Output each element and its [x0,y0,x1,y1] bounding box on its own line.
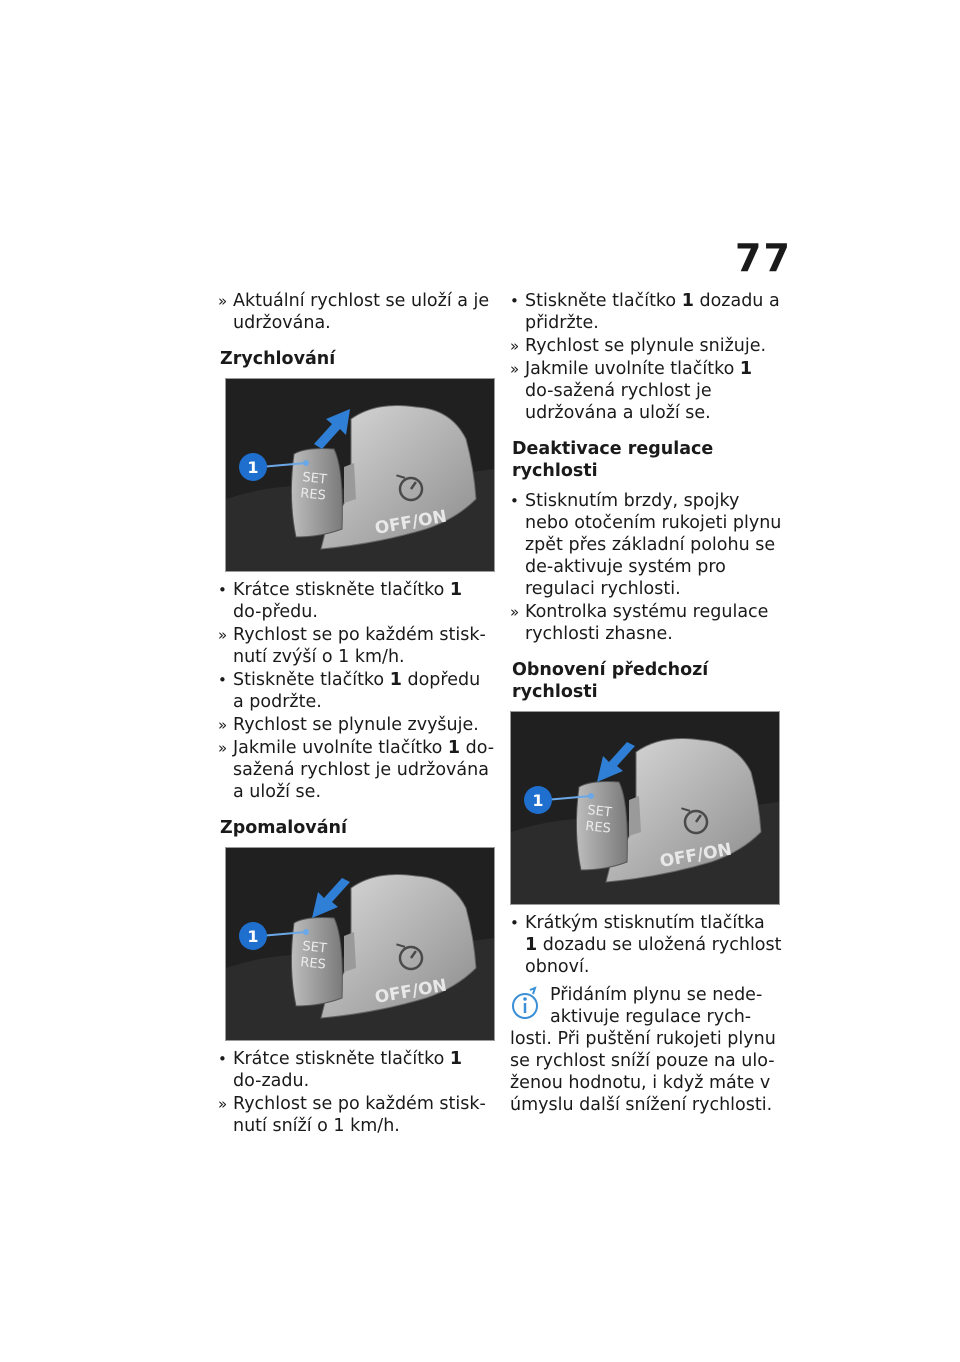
step-marker: » [510,603,520,621]
step-text: Stisknutím brzdy, spojky nebo otočením rukojeti plynu zpět přes základní polohu se de-aktivuje systém pro regulaci rychlosti. [525,491,782,599]
step-text-after: dozadu a přidržte. [525,291,780,333]
step-1 [510,601,782,645]
step-marker: • [218,1050,227,1068]
callout-number: 1 [247,458,259,477]
step-marker: • [510,292,519,310]
step-4 [218,737,496,803]
step-0 [510,490,782,600]
step-text-after: do-zadu. [233,1071,310,1091]
step-text: Rychlost se po každém stisk-nutí sníží o 1 km/h. [233,1094,486,1136]
switch-illustration-backward [511,712,779,904]
step-1 [218,1093,496,1137]
step-marker: • [510,492,519,510]
button-number: 1 [681,291,694,311]
step-text-after: do-sažená rychlost je udržována a uloží se. [525,381,712,423]
deactivation-steps [510,490,782,645]
callout-number: 1 [532,791,544,810]
step-0 [510,290,782,334]
note-text: Přidáním plynu se nede-aktivuje regulace rych-losti. Při puštění rukojeti plynu se rychlost sníží pouze na ulo-ženou hodnotu, i když máte v úmyslu další snížení rychlosti. [510,985,776,1115]
off-on-label: OFF/ON [658,839,734,872]
step-marker: • [218,671,227,689]
intro-result [218,290,496,334]
step-marker: » [218,716,228,734]
step-text-after: dopředu a podržte. [233,670,481,712]
set-label: SET [586,803,613,821]
set-label: SET [301,939,328,957]
step-text-after: do-předu. [233,602,318,622]
step-marker: » [510,337,520,355]
figure-acceleration [225,378,495,572]
continued-steps [510,290,782,424]
heading-resume: Obnovení předchozí rychlosti [512,660,709,702]
heading-acceleration: Zrychlování [220,349,336,369]
step-marker: • [218,581,227,599]
set-label: SET [301,470,328,488]
page-number: 77 [735,236,792,280]
switch-illustration-forward [226,379,494,571]
button-number: 1 [525,935,538,955]
right-column [510,290,782,1116]
button-number: 1 [447,738,461,758]
off-on-label: OFF/ON [373,975,449,1008]
step-2 [218,669,496,713]
step-text: Rychlost se plynule snižuje. [525,336,767,356]
resume-steps [510,912,782,978]
heading-deactivation: Deaktivace regulace rychlosti [512,439,714,481]
button-number: 1 [739,359,753,379]
res-label: RES [584,819,612,837]
step-0 [218,579,496,623]
step-marker: » [510,360,520,378]
step-text: Kontrolka systému regulace rychlosti zhasne. [525,602,769,644]
intro-text: Aktuální rychlost se uloží a je udržována. [233,291,490,333]
step-marker: » [218,1095,228,1113]
step-text: Krátkým stisknutím tlačítka [525,913,765,933]
figure-resume [510,711,780,905]
button-number: 1 [449,1049,463,1069]
res-label: RES [299,955,327,973]
step-text: Jakmile uvolníte tlačítko [233,738,448,758]
res-label: RES [299,486,327,504]
step-marker: • [510,914,519,932]
switch-illustration-backward [226,848,494,1040]
step-text-after: dozadu se uložená rychlost obnoví. [525,935,782,977]
acceleration-steps [218,579,496,803]
step-0 [510,912,782,978]
callout-number: 1 [247,927,259,946]
step-1 [218,624,496,668]
step-text: Stiskněte tlačítko [233,670,390,690]
step-text-after: do-sažená rychlost je udržována a uloží se. [233,738,495,802]
deceleration-steps [218,1048,496,1137]
step-text: Krátce stiskněte tlačítko [233,1049,450,1069]
step-1 [510,335,782,357]
figure-deceleration [225,847,495,1041]
step-text: Rychlost se plynule zvyšuje. [233,715,479,735]
step-marker: » [218,626,228,644]
step-text: Jakmile uvolníte tlačítko [525,359,740,379]
button-number: 1 [389,670,402,690]
info-icon [510,984,542,1024]
step-text: Stiskněte tlačítko [525,291,682,311]
heading-deceleration: Zpomalování [220,818,347,838]
left-column [218,290,496,1138]
step-text: Krátce stiskněte tlačítko [233,580,450,600]
step-0 [218,1048,496,1092]
step-marker: » [218,739,228,757]
button-number: 1 [449,580,463,600]
off-on-label: OFF/ON [373,506,449,539]
step-3 [218,714,496,736]
step-2 [510,358,782,424]
step-text: Rychlost se po každém stisk-nutí zvýší o 1 km/h. [233,625,486,667]
result-marker: » [218,292,228,310]
info-note [510,984,782,1116]
